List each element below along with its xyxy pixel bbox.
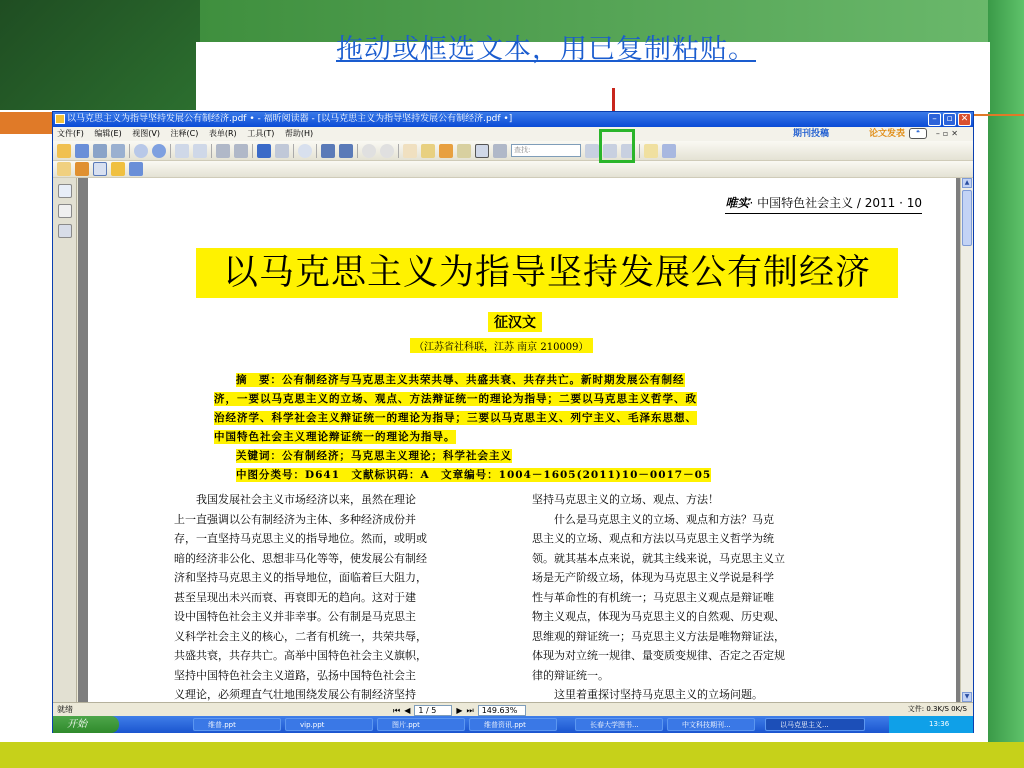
body-line: 暗的经济非公化、思想非马化等等，使发展公有制经 xyxy=(174,551,427,565)
journal-header xyxy=(725,194,922,214)
camera-icon[interactable] xyxy=(493,144,507,158)
body-line: 坚持中国特色社会主义道路，弘扬中国特色社会主 xyxy=(174,668,416,682)
secondary-toolbar xyxy=(53,161,973,178)
body-line: 什么是马克思主义的立场、观点和方法？马克 xyxy=(532,512,774,526)
slide-bottom-band xyxy=(0,742,1024,768)
select-text-highlight-box xyxy=(599,129,635,163)
slide-orange-line xyxy=(974,114,1024,116)
snapshot-icon[interactable] xyxy=(421,144,435,158)
classification-line: 中图分类号：D641 文献标识码：A 文章编号：1004－1605(2011)10－0017－05 xyxy=(236,469,712,481)
menu-edit[interactable]: 编辑(E) xyxy=(94,129,122,138)
pencil-icon[interactable] xyxy=(75,162,89,176)
grid-icon[interactable] xyxy=(662,144,676,158)
main-toolbar xyxy=(53,141,973,161)
prev-page-status-icon[interactable]: ◀ xyxy=(404,706,411,715)
copy-icon[interactable] xyxy=(216,144,230,158)
abstract-line: 治经济学、科学社会主义辩证统一的理论为指导；三要以马克思主义、列宁主义、毛泽东思想、 xyxy=(214,412,697,424)
print-icon[interactable] xyxy=(93,144,107,158)
clock: 13:36 xyxy=(929,720,950,728)
scroll-thumb[interactable] xyxy=(962,190,972,246)
hand-tool-icon[interactable] xyxy=(403,144,417,158)
start-button[interactable]: 开始 xyxy=(53,716,119,733)
status-bar xyxy=(53,702,973,716)
taskbar-item[interactable]: vip.ppt xyxy=(285,718,373,731)
back-icon[interactable] xyxy=(175,144,189,158)
net-speed-up: 0.3K/S xyxy=(926,705,949,713)
highlight-icon[interactable] xyxy=(439,144,453,158)
menu-bar xyxy=(53,127,973,141)
system-tray xyxy=(889,716,973,733)
menu-view[interactable]: 视图(V) xyxy=(132,129,160,138)
save-icon[interactable] xyxy=(75,144,89,158)
folder-icon[interactable] xyxy=(57,162,71,176)
promo-paper[interactable]: 论文发表 xyxy=(868,129,905,139)
body-line: 共盛共衰，共存共亡。高举中国特色社会主义旗帜， xyxy=(174,649,427,662)
journal-logo: 唯实 xyxy=(725,196,750,210)
body-line: 甚至呈现出未兴而衰、再衰即无的趋向。这对于建 xyxy=(174,590,416,604)
restore-button[interactable]: ▫ xyxy=(943,113,956,126)
taskbar-item[interactable]: 中文科技期刊... xyxy=(667,718,755,731)
status-right xyxy=(908,703,967,716)
pdf-reader-window xyxy=(52,111,974,733)
zoom-field[interactable]: 149.63% xyxy=(478,705,526,716)
body-line: 领。就其基本点来说，就其主线来说，马克思主义立 xyxy=(532,551,785,565)
menu-promo[interactable] xyxy=(793,127,905,141)
menu-tools[interactable]: 工具(T) xyxy=(247,129,275,138)
forward-icon[interactable] xyxy=(193,144,207,158)
abstract-line: 济，一要以马克思主义的立场、观点、方法辩证统一的理论为指导；二要以马克思主义哲学、政 xyxy=(214,393,697,405)
undo-icon[interactable] xyxy=(257,144,271,158)
zoom-icon[interactable] xyxy=(298,144,312,158)
layers-panel-icon[interactable] xyxy=(58,224,72,238)
note-icon[interactable] xyxy=(111,162,125,176)
promo-journal[interactable]: 期刊投稿 xyxy=(792,129,829,139)
document-view xyxy=(78,178,962,702)
page-number-field[interactable]: 1 / 5 xyxy=(414,705,452,716)
fit-width-icon[interactable] xyxy=(339,144,353,158)
menu-comment[interactable]: 注释(C) xyxy=(170,129,199,138)
paste-icon[interactable] xyxy=(234,144,248,158)
body-line: 我国发展社会主义市场经济以来，虽然在理论 xyxy=(174,493,416,506)
taskbar-item[interactable]: 图片.ppt xyxy=(377,718,465,731)
article-author: 征汉文 xyxy=(488,312,542,332)
slide-caption: 拖动或框选文本，用已复制粘贴。 xyxy=(336,34,756,65)
fit-page-icon[interactable] xyxy=(321,144,335,158)
file-label: 文件: xyxy=(907,705,925,713)
abstract-line: 摘 要：公有制经济与马克思主义共荣共辱、共盛共衰、共存共亡。新时期发展公有制经 xyxy=(236,374,685,386)
taskbar-item[interactable]: 维普.ppt xyxy=(193,718,281,731)
body-line: 义科学社会主义的核心，二者有机统一，共荣共辱， xyxy=(174,629,427,643)
window-title: 以马克思主义为指导坚持发展公有制经济.pdf • - 福昕阅读器 - [以马克思主义为指导坚持发展公有制经济.pdf •] xyxy=(67,114,513,124)
email-icon[interactable] xyxy=(111,144,125,158)
menu-help[interactable]: 帮助(H) xyxy=(284,129,314,138)
taskbar-item[interactable]: 维普资讯.ppt xyxy=(469,718,557,731)
open-icon[interactable] xyxy=(57,144,71,158)
body-line: 上一直强调以公有制经济为主体、多种经济成份并 xyxy=(174,512,416,526)
prev-page-icon[interactable] xyxy=(134,144,148,158)
next-page-icon[interactable] xyxy=(152,144,166,158)
app-icon xyxy=(55,114,65,124)
quote-icon[interactable]: ❝ xyxy=(909,128,927,139)
body-line: 体现为对立统一规律、量变质变规律、否定之否定规 xyxy=(532,649,785,662)
bookmarks-panel-icon[interactable] xyxy=(58,204,72,218)
body-line: 场是无产阶级立场，体现为马克思主义学说是科学 xyxy=(532,571,774,584)
navigation-pane xyxy=(53,178,77,702)
pages-panel-icon[interactable] xyxy=(58,184,72,198)
taskbar-item[interactable]: 长春大学图书... xyxy=(575,718,663,731)
title-bar xyxy=(53,112,973,127)
zoom-out-icon[interactable] xyxy=(362,144,376,158)
body-line: 坚持马克思主义的立场、观点、方法！ xyxy=(532,493,719,506)
body-line: 济和坚持马克思主义的指导地位，面临着巨大阻力， xyxy=(174,571,427,584)
journal-header-text: · 中国特色社会主义 / 2011 · 10 xyxy=(749,196,922,210)
body-left-column xyxy=(174,490,427,702)
pdf-page xyxy=(88,178,956,702)
mdi-controls[interactable]: –▫✕ xyxy=(935,129,961,138)
last-page-icon[interactable]: ⏭ xyxy=(466,706,474,715)
find-input[interactable]: 查找: xyxy=(511,144,581,157)
body-line: 存，一直坚持马克思主义的指导地位。然而，或明或 xyxy=(174,532,427,545)
body-line: 设中国特色社会主义并非幸事。公有制是马克思主 xyxy=(174,610,416,623)
textbox-icon[interactable] xyxy=(93,162,107,176)
taskbar-item-active[interactable]: 以马克思主义... xyxy=(765,718,865,731)
close-button[interactable]: ✕ xyxy=(958,113,971,126)
body-line: 物主义观点，体现为马克思主义的自然观、历史观、 xyxy=(532,610,785,623)
next-page-status-icon[interactable]: ▶ xyxy=(456,706,463,715)
menu-file[interactable]: 文件(F) xyxy=(57,129,84,138)
select-text-icon[interactable] xyxy=(475,144,489,158)
slide-orange-bar xyxy=(0,112,52,134)
zoom-in-icon[interactable] xyxy=(380,144,394,158)
status-text: 就绪 xyxy=(57,705,73,714)
scroll-up-icon[interactable]: ▲ xyxy=(962,178,972,188)
find-prev-icon[interactable] xyxy=(585,144,599,158)
body-line: 这里着重探讨坚持马克思主义的立场问题。 xyxy=(532,688,763,701)
article-affiliation: （江苏省社科联，江苏 南京 210009） xyxy=(410,338,593,353)
vertical-scrollbar[interactable] xyxy=(960,178,973,702)
body-line: 思主义的立场、观点和方法以马克思主义哲学为统 xyxy=(532,532,774,545)
keywords-line: 关键词：公有制经济；马克思主义理论；科学社会主义 xyxy=(236,450,512,462)
body-line: 思维观的辩证统一；马克思主义方法是唯物辩证法， xyxy=(532,629,785,643)
body-right-column xyxy=(532,490,785,702)
first-page-icon[interactable]: ⏮ xyxy=(393,706,401,715)
arrow-tool-icon[interactable] xyxy=(129,162,143,176)
redo-icon[interactable] xyxy=(275,144,289,158)
article-title: 以马克思主义为指导坚持发展公有制经济 xyxy=(196,248,898,298)
body-line: 义理论，必须理直气壮地围绕发展公有制经济坚持 xyxy=(174,688,416,701)
slide-bg-left xyxy=(0,0,200,110)
marquee-icon[interactable] xyxy=(457,144,471,158)
windows-taskbar xyxy=(53,716,973,733)
bookmark-icon[interactable] xyxy=(644,144,658,158)
body-line: 律的辩证统一。 xyxy=(532,668,609,682)
menu-form[interactable]: 表单(R) xyxy=(208,129,237,138)
abstract-line: 中国特色社会主义理论辩证统一的理论为指导。 xyxy=(214,431,456,443)
minimize-button[interactable]: – xyxy=(928,113,941,126)
net-speed-down: 0K/S xyxy=(951,705,967,713)
scroll-down-icon[interactable]: ▼ xyxy=(962,692,972,702)
body-line: 性与革命性的有机统一；马克思主义观点是辩证唯 xyxy=(532,590,774,604)
